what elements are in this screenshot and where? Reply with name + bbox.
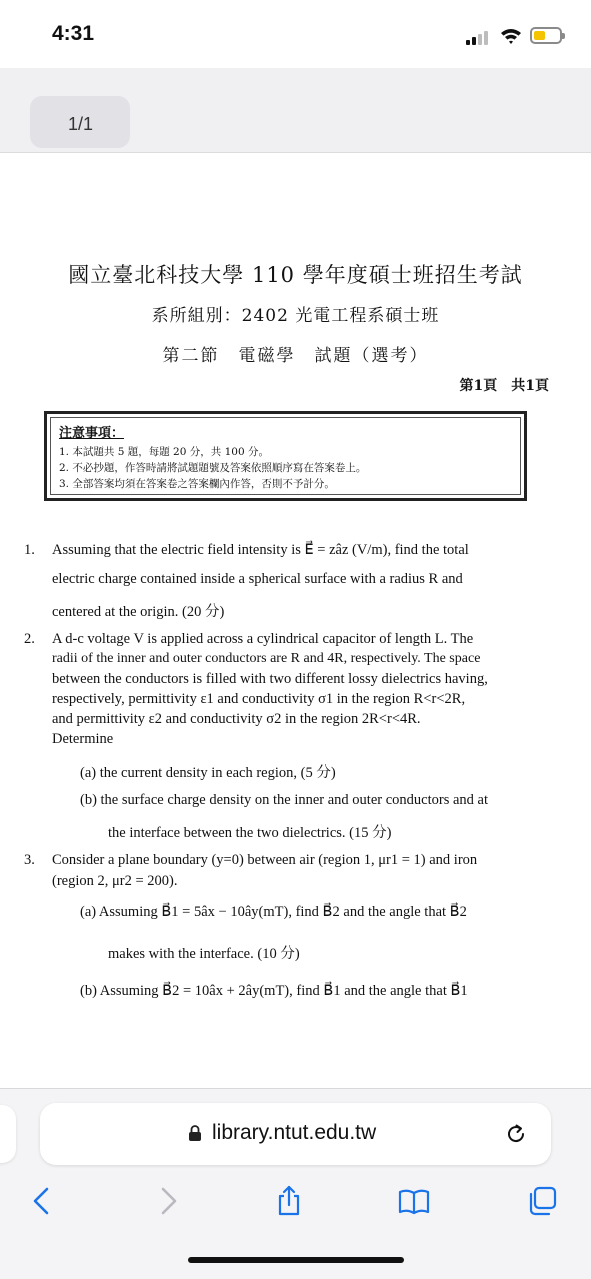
page-counter	[30, 96, 130, 148]
question-text: A d-c voltage V is applied across a cylindrical capacitor of length L. The	[52, 631, 474, 647]
question-text: Determine	[52, 731, 114, 747]
notice-item: 2. 不必抄題，作答時請將試題題號及答案依照順序寫在答案卷上。	[59, 462, 367, 474]
question-subpart: (a) Assuming B⃗1 = 5âx − 10ây(mT), find B⃗2 and the angle that B⃗2	[80, 904, 467, 920]
tabs-icon[interactable]	[526, 1185, 558, 1217]
status-time: 4:31	[52, 22, 95, 45]
question-subpart: makes with the interface. (10 分)	[108, 946, 300, 962]
status-bar	[0, 0, 591, 68]
question-text: respectively, permittivity ε1 and conductivity σ1 in the region R<r<2R,	[52, 691, 466, 707]
question-text: centered at the origin. (20 分)	[52, 604, 225, 620]
home-indicator[interactable]	[188, 1257, 404, 1263]
question-text: between the conductors is filled with two different lossy dielectrics having,	[52, 671, 488, 687]
notice-item: 1. 本試題共 5 題，每題 20 分，共 100 分。	[59, 446, 269, 458]
previous-tab-edge[interactable]	[0, 1105, 16, 1163]
question-number: 3.	[24, 852, 35, 868]
page-info: 第1頁 共1頁	[459, 378, 549, 394]
exam-title: 國立臺北科技大學 110 學年度碩士班招生考試	[68, 263, 523, 287]
battery-icon	[530, 27, 562, 44]
reload-icon[interactable]	[504, 1122, 528, 1146]
url-text: library.ntut.edu.tw	[212, 1121, 377, 1144]
question-subpart: the interface between the two dielectrics. (15 分)	[108, 825, 392, 841]
browser-toolbar	[0, 1088, 591, 1279]
pdf-viewer-header	[0, 68, 591, 152]
lock-icon	[188, 1125, 202, 1141]
page-counter-label: 1/1	[68, 114, 94, 134]
question-text: Consider a plane boundary (y=0) between air (region 1, μr1 = 1) and iron	[52, 852, 478, 868]
question-text: electric charge contained inside a spherical surface with a radius R and	[52, 571, 463, 587]
cellular-signal-icon	[466, 31, 490, 45]
notice-box	[44, 411, 527, 501]
notice-item: 3. 全部答案均須在答案卷之答案欄內作答，否則不予計分。	[59, 478, 335, 490]
wifi-icon	[500, 27, 522, 45]
forward-icon[interactable]	[152, 1185, 184, 1217]
question-subpart: (b) the surface charge density on the inner and outer conductors and at	[80, 792, 488, 808]
subject-line: 第二節 電磁學 試題（選考）	[162, 346, 429, 366]
department-line: 系所組別：2402 光電工程系碩士班	[151, 306, 440, 326]
question-subpart: (b) Assuming B⃗2 = 10âx + 2ây(mT), find B⃗1 and the angle that B⃗1	[80, 983, 468, 999]
question-number: 2.	[24, 631, 35, 647]
question-number: 1.	[24, 542, 35, 558]
back-icon[interactable]	[26, 1185, 58, 1217]
question-text: radii of the inner and outer conductors are R and 4R, respectively. The space	[52, 651, 481, 666]
question-text: Assuming that the electric field intensity is E⃗ = zâz (V/m), find the total	[52, 542, 469, 558]
question-text: and permittivity ε2 and conductivity σ2 in the region 2R<r<4R.	[52, 711, 421, 727]
bookmarks-icon[interactable]	[398, 1185, 430, 1217]
address-bar[interactable]	[40, 1103, 551, 1165]
document-page[interactable]	[0, 152, 591, 1088]
question-subpart: (a) the current density in each region, (5 分)	[80, 765, 336, 781]
share-icon[interactable]	[273, 1185, 305, 1217]
question-text: (region 2, μr2 = 200).	[52, 873, 178, 889]
notice-heading: 注意事項：	[59, 426, 125, 441]
